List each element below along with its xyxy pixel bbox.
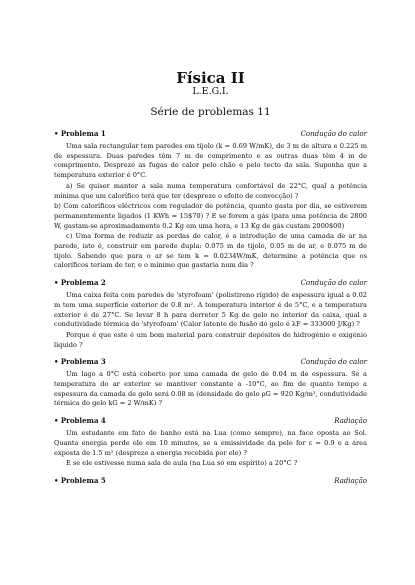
problem-topic: Radiação [334,476,367,485]
problem-name: • Problema 2 [54,278,106,288]
problem-text: Um estudante em fato de banho está na Lua (como sempre), na face oposta ao Sol. Quanta energia perde ele em 10 minutos, se a emissividade da pele for ε = 0.9 e a área exposta de 1.5 m² (despreze a energia recebida por ele) ? [54,429,367,457]
problem-text: Uma sala rectangular tem paredes em tijolo (k = 0.69 W/mK), de 3 m de altura e 0.225 m de espessura. Duas paredes têm 7 m de comprimento e as outras duas têm 4 m de comprimento. Despreze as fugas de calor pelo chão e pelo tecto da sala. Suponha que a temperatura exterior é 0°C. [54,142,367,180]
problem-text: E se ele estivesse numa sala de aula (na Lua só em espírito) a 20°C ? [66,459,298,468]
problem-4 [54,416,367,469]
problem-1 [54,129,367,271]
problem-name: • Problema 4 [54,416,106,426]
problem-text: b) Com caloríficos eléctricos com regulador de potência, quanto gasta por dia, se estiverem permanentemente ligados (1 KWh = 15$70) ? E se forem a gás (para uma potência de 2800 W, gastam-se aproximadamente 0.2 Kg em uma hora, e 13 Kg de gás custam 2000$00) [54,202,367,230]
problem-topic: Condução do calor [300,279,367,288]
problem-text: Porque é que este é um bom material para construir depósitos de hidrogénio e oxigénio líquido ? [54,330,367,349]
problem-name: • Problema 1 [54,129,106,139]
problem-topic: Condução do calor [300,358,367,367]
problem-2 [54,278,367,350]
problem-header [54,416,367,426]
problem-name: • Problema 5 [54,476,106,486]
problem-text: Um lago a 0°C está coberto por uma camada de gelo de 0.04 m de espessura. Se a temperatura do ar exterior se mantiver constante a -10°C, ao fim de quanto tempo a espessura da camada de gelo será 0.08 m (densidade do gelo ρG = 920 Kg/m³, condutividade térmica do gelo kG = 2 W/mK) ? [54,370,367,408]
problem-5 [54,476,367,486]
problem-topic: Radiação [334,417,367,426]
problem-3 [54,357,367,409]
problem-topic: Condução do calor [300,130,367,138]
problem-header [54,357,367,367]
problem-text: Uma caixa feita com paredes de 'styrofoam' (polistireno rígido) de espessura igual a 0.02 m tem uma superfície exterior de 0.8 m². A temperatura interior é de 5°C, e a temperatura exterior é de 27°C. Se levar 8 h para derreter 5 Kg de gelo no interior da caixa, qual a condutividade térmica do 'styrofoam' (Calor latente de fusão do gelo é λF = 333000 J/Kg) ? [54,291,367,329]
problem-name: • Problema 3 [54,357,106,367]
problem-header [54,476,367,486]
problem-header [54,278,367,288]
document-title: Física II [176,69,245,87]
series-heading: Série de problemas 11 [150,106,271,118]
problem-text: c) Uma forma de reduzir as perdas de calor, é a introdução de uma camada de ar na parede, isto é, construir em parede dupla: 0.075 m de tijolo, 0.05 m de ar, e 0.075 m de tijolo. Sabendo que para o ar se tem k = 0.0234W/mK, determine a potência que os caloríficos teriam de ter, e o mínimo que gastaria num dia ? [54,232,367,270]
document-subtitle: L.E.G.I. [192,86,229,97]
problem-header [54,129,367,139]
problem-text: a) Se quiser manter a sala numa temperatura confortável de 22°C, qual a potência mínima que um calorífico terá que ter (despreze o efeito de convecção) ? [54,181,367,200]
